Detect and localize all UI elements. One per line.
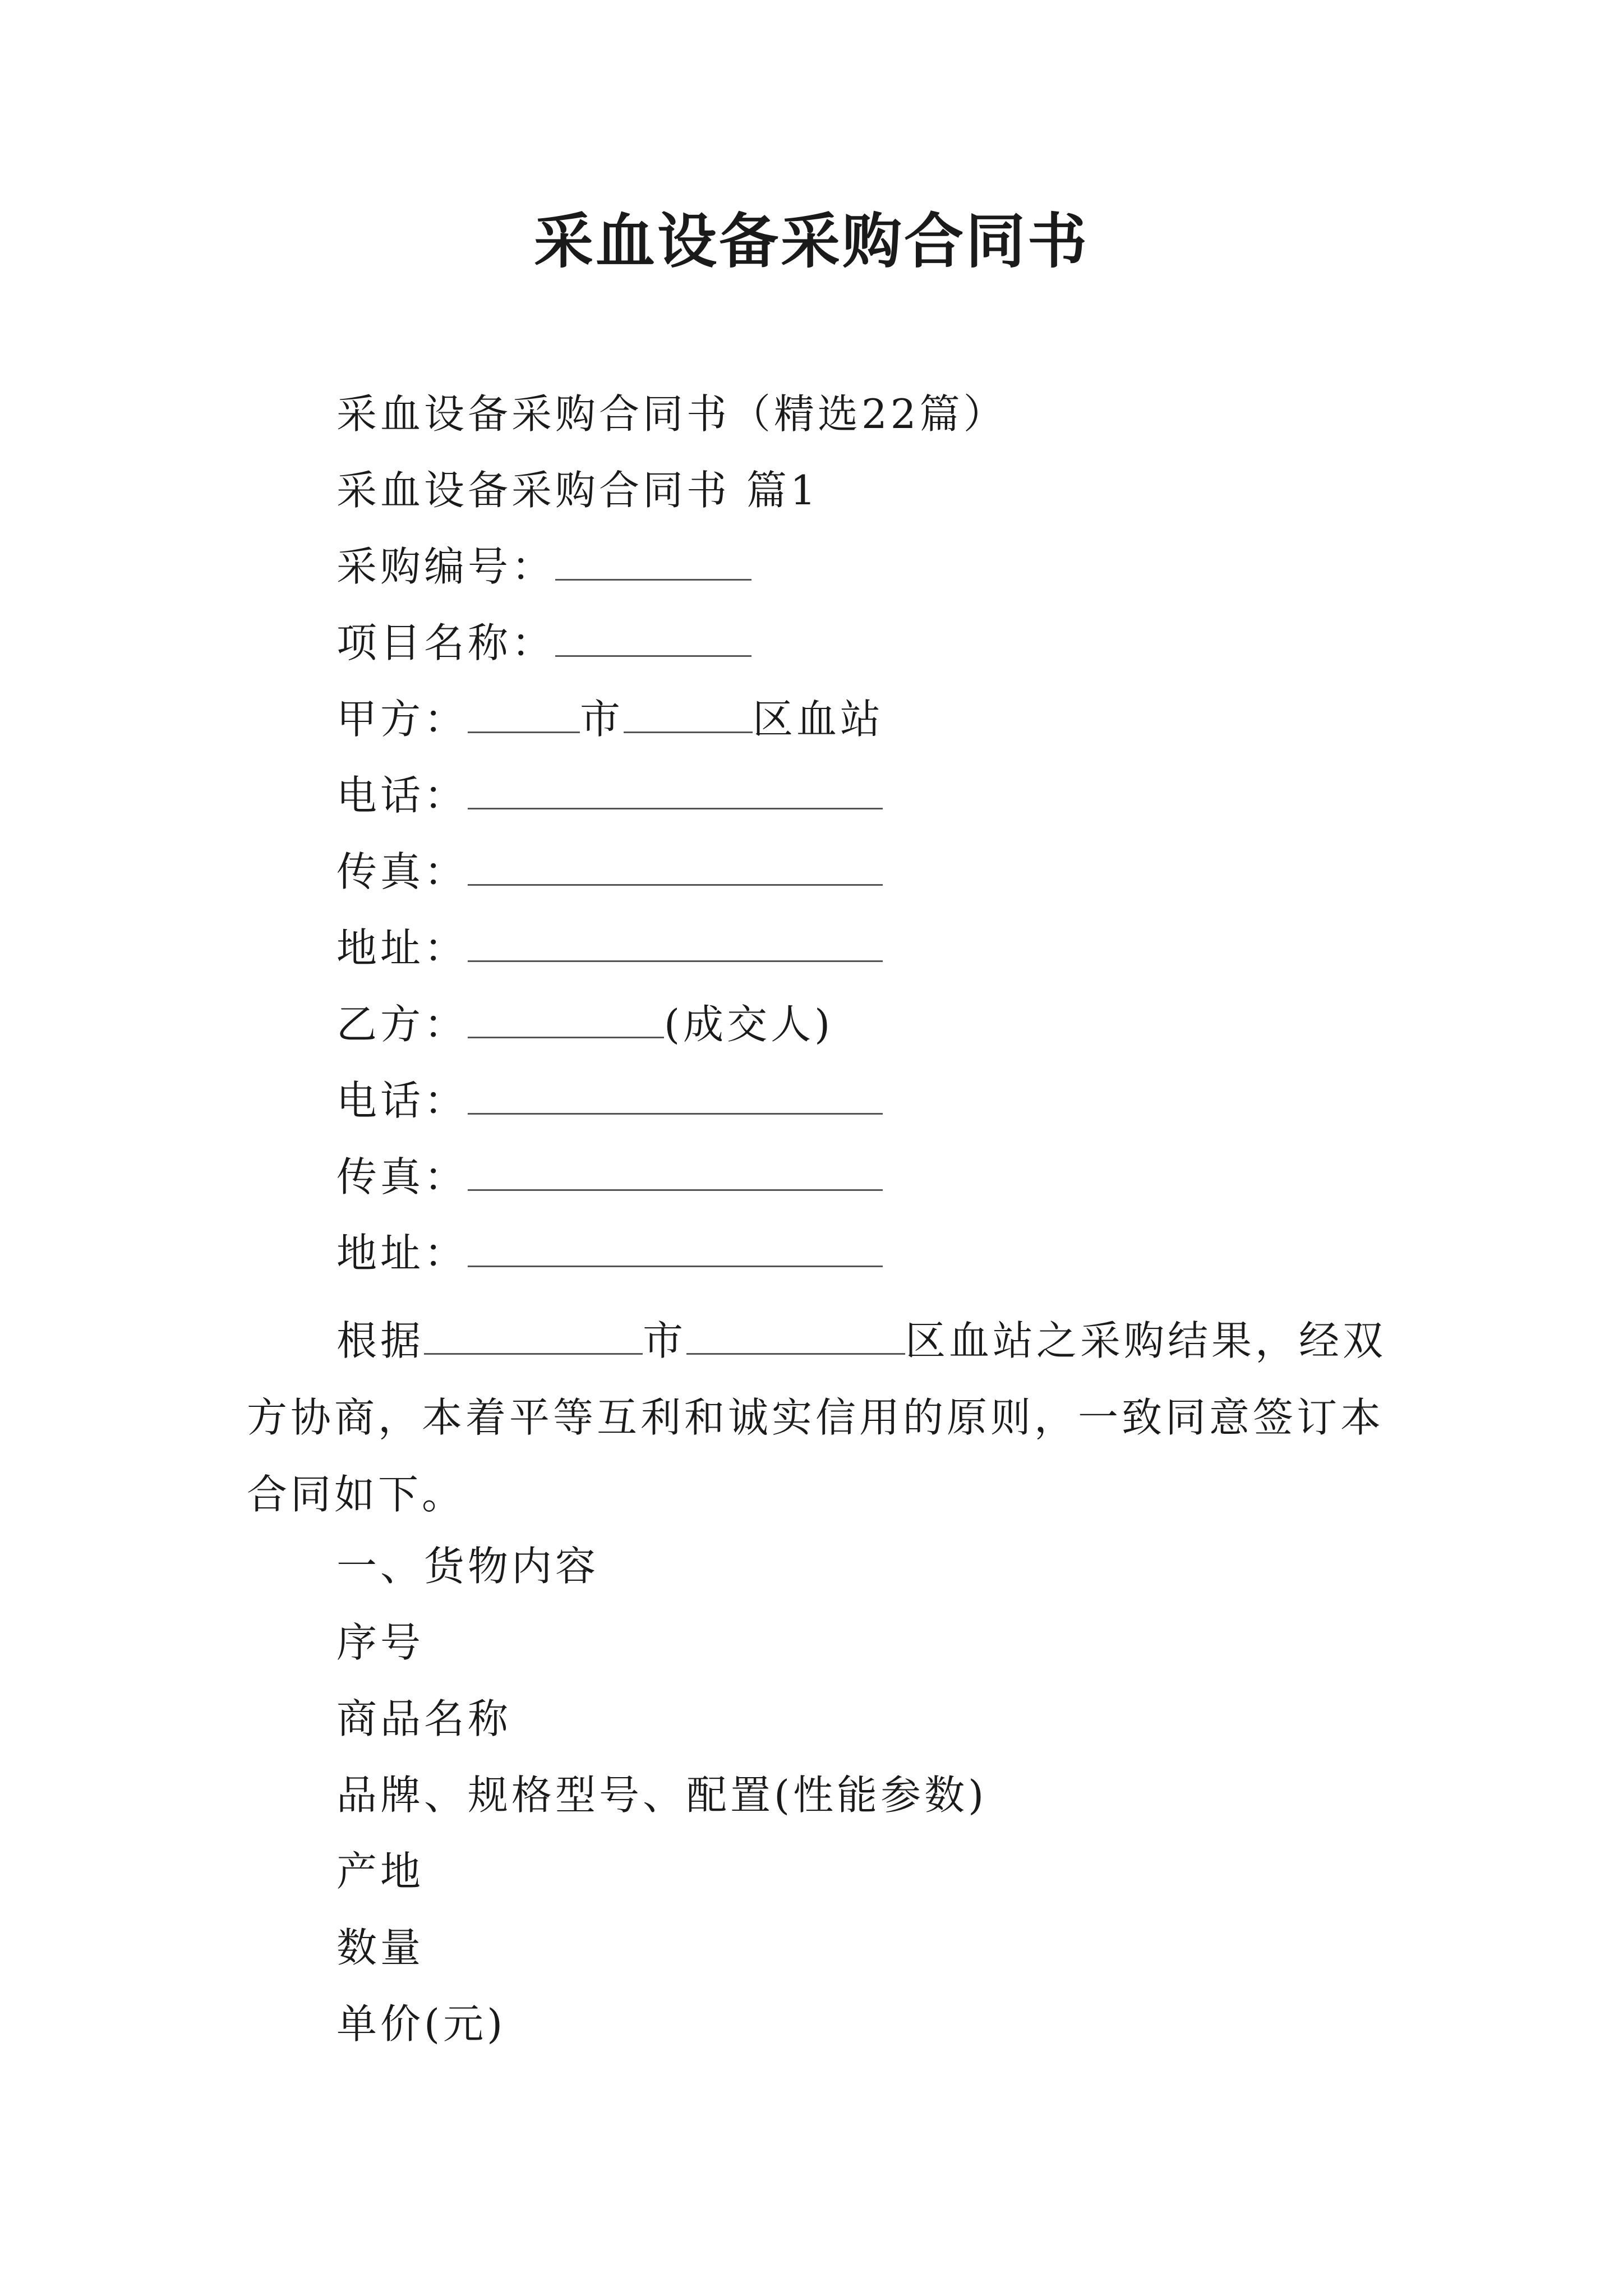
preamble-district-blank [686, 1314, 905, 1355]
party-b-blank [468, 997, 664, 1038]
goods-column-5: 数量 [336, 1924, 425, 1971]
party-b-phone-blank [468, 1074, 883, 1115]
party-a-district-blank [624, 692, 753, 733]
party-b-fax-line [336, 1150, 883, 1204]
goods-column-4: 产地 [336, 1848, 425, 1895]
party-b-fax-blank [468, 1150, 883, 1191]
preamble-part2: 市 [643, 1317, 687, 1364]
party-a-fax-label: 传真： [336, 848, 468, 895]
party-b-phone-label: 电话： [336, 1077, 468, 1124]
project-name-line [336, 616, 751, 670]
party-b-note: (成交人) [664, 1001, 834, 1048]
goods-column-6: 单价(元) [336, 2000, 506, 2047]
preamble-part3: 区血站之采购结果，经双方协商，本着平等互利和诚实信用的原则，一致同意签订本合同如下。 [247, 1317, 1387, 1518]
section-heading: 采血设备采购合同书 篇1 [336, 467, 819, 514]
project-name-label: 项目名称： [336, 619, 556, 666]
party-a-phone-label: 电话： [336, 772, 468, 819]
document-title: 采血设备采购合同书 [534, 206, 1089, 276]
procurement-number-blank [555, 540, 751, 581]
procurement-number-label: 采购编号： [336, 543, 556, 590]
party-a-city-text: 市 [580, 696, 624, 743]
party-b-label: 乙方： [336, 1001, 468, 1048]
party-a-address-line [336, 921, 883, 975]
goods-column-3: 品牌、规格型号、配置(性能参数) [336, 1772, 988, 1819]
party-b-fax-label: 传真： [336, 1153, 468, 1200]
party-a-fax-blank [468, 845, 883, 886]
preamble-part1: 根据 [336, 1317, 425, 1364]
party-b-address-line [336, 1226, 883, 1280]
party-a-address-label: 地址： [336, 924, 468, 972]
party-a-phone-line [336, 769, 883, 822]
project-name-blank [555, 616, 751, 657]
party-a-fax-line [336, 845, 883, 899]
party-a-city-blank [468, 692, 580, 733]
procurement-number-line [336, 540, 751, 593]
document-subtitle: 采血设备采购合同书（精选22篇） [336, 390, 1007, 438]
party-a-station-text: 区血站 [753, 696, 884, 743]
preamble-city-blank [424, 1314, 643, 1355]
party-b-line [336, 997, 833, 1051]
preamble-paragraph [247, 1303, 1391, 1533]
goods-heading: 一、货物内容 [336, 1543, 600, 1590]
goods-column-2: 商品名称 [336, 1695, 512, 1742]
party-b-phone-line [336, 1074, 883, 1128]
party-a-line [336, 692, 884, 746]
party-a-label: 甲方： [336, 696, 468, 743]
party-a-phone-blank [468, 769, 883, 809]
party-b-address-blank [468, 1226, 883, 1267]
party-b-address-label: 地址： [336, 1230, 468, 1277]
party-a-address-blank [468, 921, 883, 962]
goods-column-1: 序号 [336, 1619, 425, 1666]
